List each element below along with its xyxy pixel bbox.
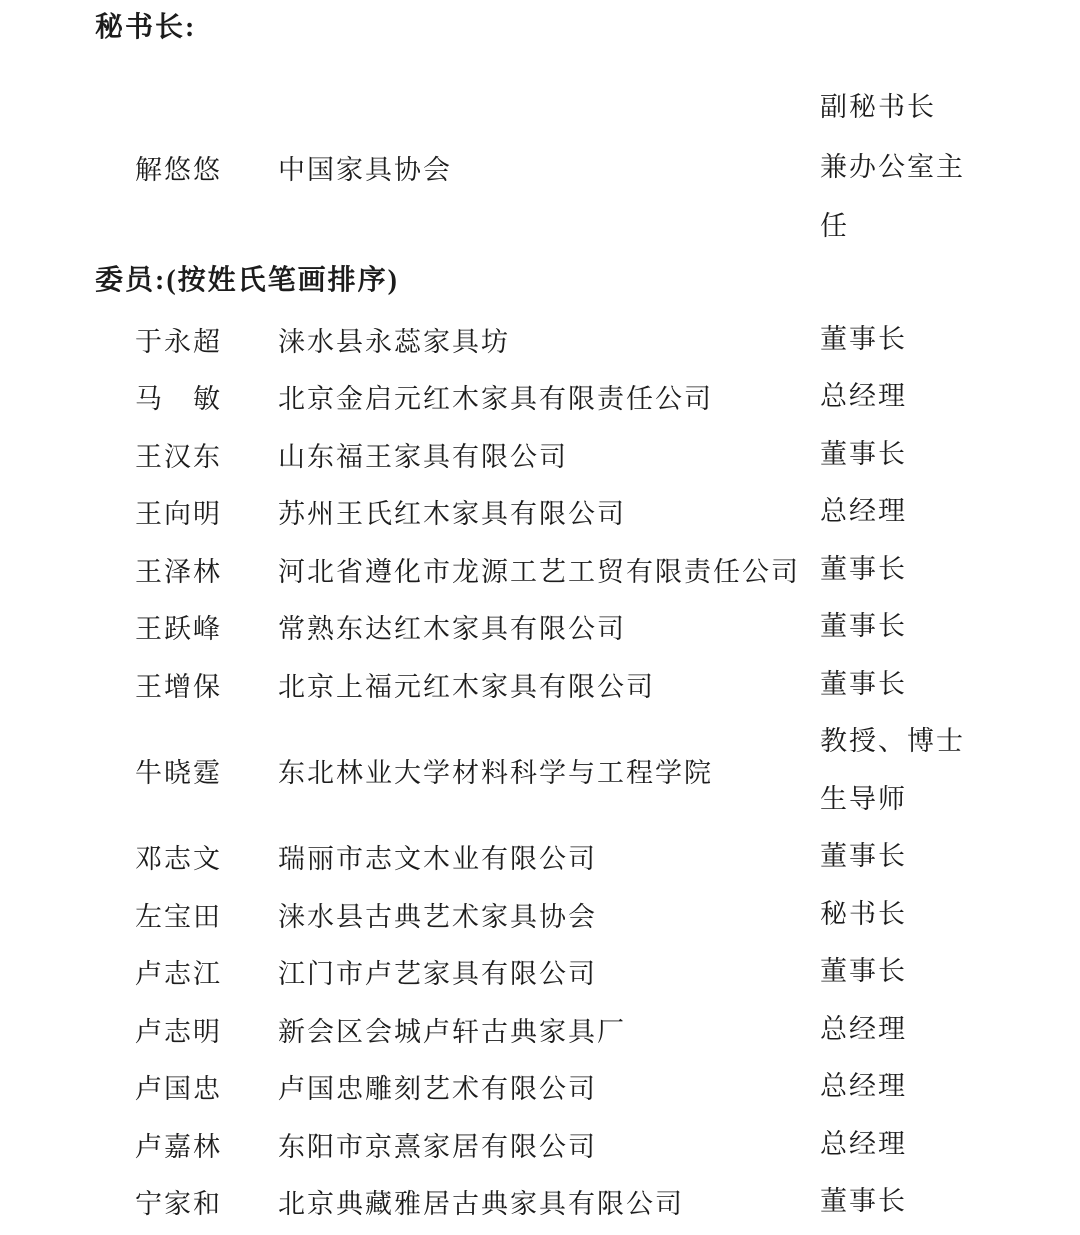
secretary-title-line: 兼办公室主 <box>820 151 965 182</box>
member-title-line: 总经理 <box>820 1013 907 1044</box>
member-title-line: 生导师 <box>820 783 907 814</box>
member-title <box>820 656 970 714</box>
member-title-line: 董事长 <box>820 956 907 986</box>
member-title <box>820 541 970 599</box>
member-name: 王增保 <box>135 671 222 702</box>
member-row <box>95 1173 1080 1231</box>
member-org: 新会区会城卢轩古典家具厂 <box>278 1016 626 1047</box>
member-title-line: 总经理 <box>820 496 907 526</box>
secretary-section-heading: 秘书长: <box>95 12 197 43</box>
member-title <box>820 1173 970 1231</box>
member-title-line: 董事长 <box>820 553 907 584</box>
member-row <box>95 368 1080 426</box>
members-section-heading: 委员:(按姓氏笔画排序) <box>95 264 399 296</box>
member-name: 牛晓霆 <box>135 758 222 788</box>
member-title <box>820 368 970 426</box>
member-row <box>95 886 1080 944</box>
member-org: 卢国忠雕刻艺术有限公司 <box>278 1074 597 1105</box>
secretary-title-line: 任 <box>820 211 849 241</box>
member-name: 王泽林 <box>135 556 222 587</box>
member-name: 王向明 <box>135 499 222 530</box>
member-org: 江门市卢艺家具有限公司 <box>278 959 597 990</box>
member-name: 马 敏 <box>135 384 222 415</box>
member-name: 卢志江 <box>135 959 222 990</box>
member-org: 东北林业大学材料科学与工程学院 <box>278 758 713 788</box>
secretary-entry-row <box>95 78 1080 257</box>
member-title <box>820 886 970 944</box>
member-org: 山东福王家具有限公司 <box>278 441 568 472</box>
member-title <box>820 483 970 541</box>
member-title <box>820 943 970 1001</box>
secretary-title <box>820 78 970 257</box>
member-title-line: 董事长 <box>820 668 907 699</box>
member-row <box>95 1058 1080 1116</box>
member-title-line: 总经理 <box>820 381 907 411</box>
secretary-org: 中国家具协会 <box>278 154 452 185</box>
member-title-line: 教授、博士 <box>820 726 965 756</box>
member-org: 瑞丽市志文木业有限公司 <box>278 844 597 875</box>
member-name: 宁家和 <box>135 1189 222 1220</box>
member-title-line: 董事长 <box>820 323 907 354</box>
member-name: 于永超 <box>135 326 222 357</box>
member-row <box>95 1116 1080 1174</box>
member-row <box>95 311 1080 369</box>
member-name: 卢国忠 <box>135 1074 222 1105</box>
member-title-line: 董事长 <box>820 438 907 469</box>
member-title-line: 董事长 <box>820 1186 907 1216</box>
member-title <box>820 598 970 656</box>
member-org: 涞水县永蕊家具坊 <box>278 326 510 357</box>
member-title <box>820 311 970 369</box>
member-org: 北京典藏雅居古典家具有限公司 <box>278 1189 684 1220</box>
member-org: 北京上福元红木家具有限公司 <box>278 671 655 702</box>
member-row <box>95 828 1080 886</box>
member-row <box>95 426 1080 484</box>
member-title-line: 董事长 <box>820 611 907 641</box>
member-org: 河北省遵化市龙源工艺工贸有限责任公司 <box>278 556 800 587</box>
member-row <box>95 483 1080 541</box>
member-name: 卢嘉林 <box>135 1131 222 1162</box>
member-title <box>820 1001 970 1059</box>
member-row <box>95 1001 1080 1059</box>
member-row <box>95 943 1080 1001</box>
member-org: 东阳市京熹家居有限公司 <box>278 1131 597 1162</box>
member-row <box>95 713 1080 828</box>
member-org: 北京金启元红木家具有限责任公司 <box>278 384 713 415</box>
member-title-line: 总经理 <box>820 1128 907 1159</box>
member-name: 左宝田 <box>135 901 222 932</box>
member-name: 王汉东 <box>135 441 222 472</box>
member-title-line: 总经理 <box>820 1071 907 1101</box>
member-org: 常熟东达红木家具有限公司 <box>278 614 626 645</box>
member-row <box>95 541 1080 599</box>
member-title-line: 秘书长 <box>820 898 907 929</box>
member-org: 涞水县古典艺术家具协会 <box>278 901 597 932</box>
member-title <box>820 1116 970 1174</box>
member-row <box>95 598 1080 656</box>
member-title <box>820 828 970 886</box>
member-title-line: 董事长 <box>820 841 907 871</box>
member-title <box>820 713 970 828</box>
member-name: 邓志文 <box>135 844 222 875</box>
members-list <box>95 311 1080 1231</box>
member-title <box>820 426 970 484</box>
member-row <box>95 656 1080 714</box>
secretary-title-line: 副秘书长 <box>820 92 936 122</box>
secretary-name: 解悠悠 <box>135 154 222 185</box>
member-name: 王跃峰 <box>135 614 222 645</box>
member-org: 苏州王氏红木家具有限公司 <box>278 499 626 530</box>
member-title <box>820 1058 970 1116</box>
member-name: 卢志明 <box>135 1016 222 1047</box>
